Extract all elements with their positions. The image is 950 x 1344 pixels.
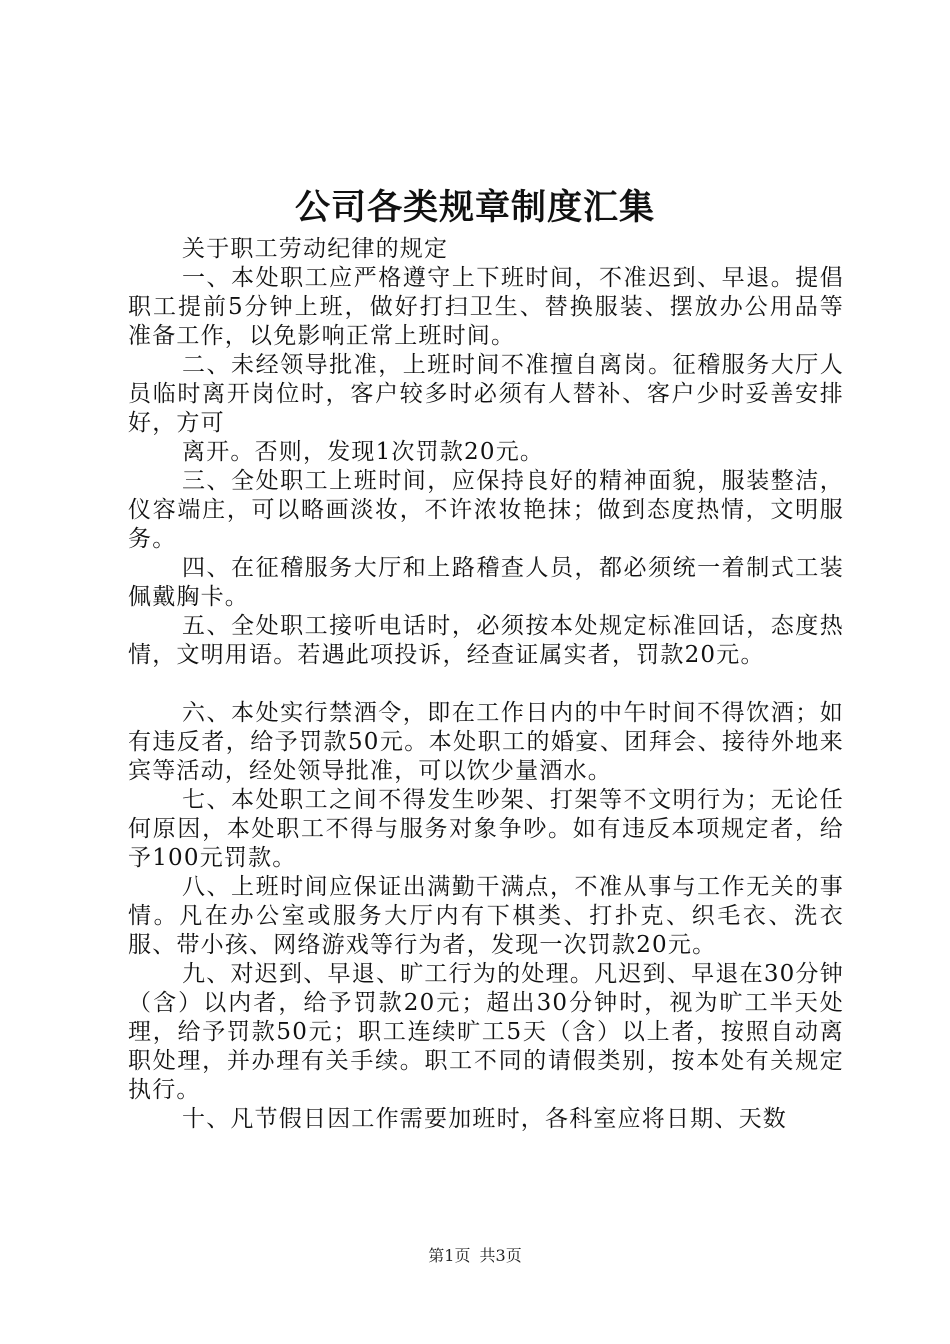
rule-paragraph-4: 四、在征稽服务大厅和上路稽查人员，都必须统一着制式工装佩戴胸卡。 xyxy=(128,555,844,610)
document-body xyxy=(128,235,844,1134)
rule-paragraph-6: 六、本处实行禁酒令，即在工作日内的中午时间不得饮酒；如有违反者，给予罚款50元。本处职工的婚宴、团拜会、接待外地来宾等活动，经处领导批准，可以饮少量酒水。 xyxy=(128,700,844,784)
page-total: 共3页 xyxy=(479,1246,522,1265)
rule-paragraph-5: 五、全处职工接听电话时，必须按本处规定标准回话，态度热情，文明用语。若遇此项投诉，经查证属实者，罚款20元。 xyxy=(128,613,844,668)
rule-paragraph-10: 十、凡节假日因工作需要加班时，各科室应将日期、天数 xyxy=(182,1106,787,1132)
rule-paragraph-9: 九、对迟到、早退、旷工行为的处理。凡迟到、早退在30分钟（含）以内者，给予罚款20元；超出30分钟时，视为旷工半天处理，给予罚款50元；职工连续旷工5天（含）以上者，按照自动离职处理，并办理有关手续。职工不同的请假类别，按本处有关规定执行。 xyxy=(128,961,844,1103)
section-heading: 关于职工劳动纪律的规定 xyxy=(182,236,449,262)
page-footer xyxy=(0,1245,950,1267)
page-number: 第1页 xyxy=(428,1246,471,1265)
rule-paragraph-2-continued: 离开。否则，发现1次罚款20元。 xyxy=(182,439,545,465)
rule-paragraph-3: 三、全处职工上班时间，应保持良好的精神面貌，服装整洁，仪容端庄，可以略画淡妆，不许浓妆艳抹；做到态度热情，文明服务。 xyxy=(128,468,844,552)
rule-paragraph-1: 一、本处职工应严格遵守上下班时间，不准迟到、早退。提倡职工提前5分钟上班，做好打扫卫生、替换服装、摆放办公用品等准备工作，以免影响正常上班时间。 xyxy=(128,265,844,349)
rule-paragraph-7: 七、本处职工之间不得发生吵架、打架等不文明行为；无论任何原因，本处职工不得与服务对象争吵。如有违反本项规定者，给予100元罚款。 xyxy=(128,787,844,871)
rule-paragraph-8: 八、上班时间应保证出满勤干满点，不准从事与工作无关的事情。凡在办公室或服务大厅内有下棋类、打扑克、织毛衣、洗衣服、带小孩、网络游戏等行为者，发现一次罚款20元。 xyxy=(128,874,844,958)
document-title: 公司各类规章制度汇集 xyxy=(294,188,655,228)
rule-paragraph-2: 二、未经领导批准，上班时间不准擅自离岗。征稽服务大厅人员临时离开岗位时，客户较多时必须有人替补、客户少时妥善安排好，方可 xyxy=(128,352,844,436)
